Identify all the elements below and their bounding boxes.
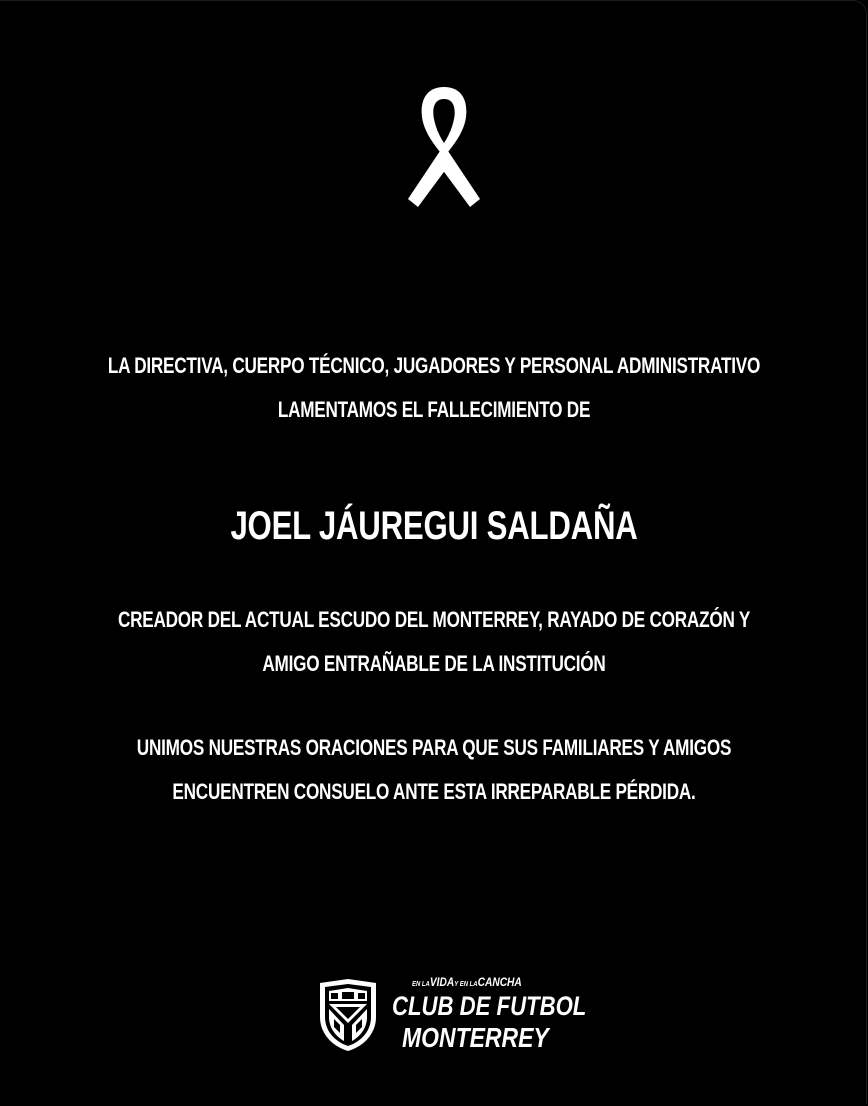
monterrey-crest-icon [316, 977, 380, 1053]
club-city: MONTERREY [402, 1022, 549, 1053]
message-line-1: LA DIRECTIVA, CUERPO TÉCNICO, JUGADORES Y PERSONAL ADMINISTRATIVO [107, 353, 761, 378]
club-slogan: EN LAVIDAY EN LACANCHA [412, 975, 522, 989]
club-name: CLUB DE FUTBOL [392, 991, 587, 1021]
prayer-line-1: UNIMOS NUESTRAS ORACIONES PARA QUE SUS FAMILIARES Y AMIGOS [136, 735, 732, 760]
deceased-name: JOEL JÁUREGUI SALDAÑA [230, 504, 638, 548]
club-logo [316, 973, 587, 1059]
mourning-ribbon-icon [396, 81, 492, 211]
message-line-2: LAMENTAMOS EL FALLECIMIENTO DE [277, 397, 591, 422]
description-line-1: CREADOR DEL ACTUAL ESCUDO DEL MONTERREY, RAYADO DE CORAZÓN Y [117, 607, 751, 632]
prayer-line-2: ENCUENTREN CONSUELO ANTE ESTA IRREPARABLE PÉRDIDA. [172, 779, 696, 804]
description-line-2: AMIGO ENTRAÑABLE DE LA INSTITUCIÓN [262, 651, 606, 676]
